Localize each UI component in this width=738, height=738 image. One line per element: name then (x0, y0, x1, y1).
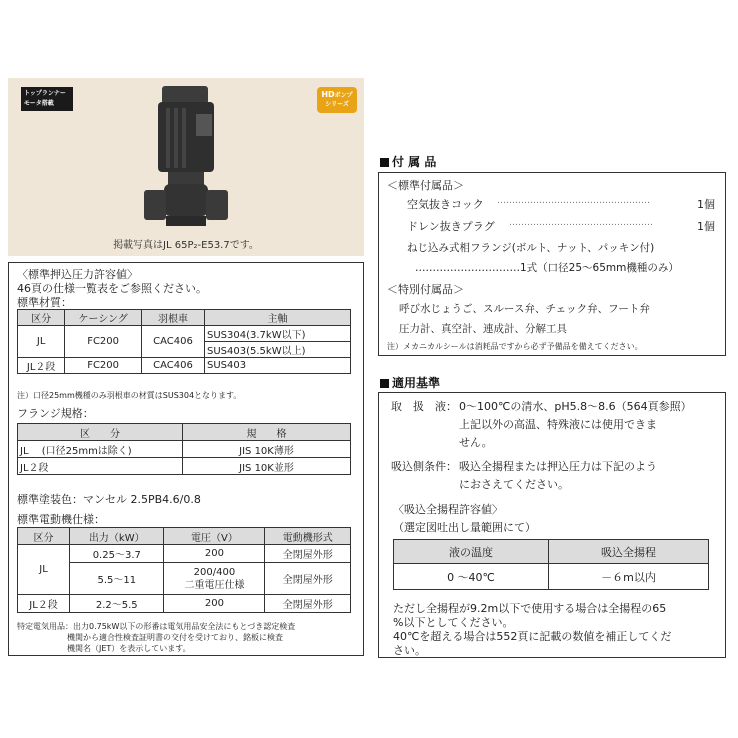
criteria-box (378, 392, 726, 658)
hd-pump-series-badge (317, 87, 357, 113)
suction-text: におさえてください。 (459, 478, 569, 491)
criteria-note: さい。 (393, 644, 426, 657)
accessory-item: 空気抜きコック (407, 198, 484, 211)
handling-text: せん。 (459, 436, 493, 449)
motor-table (17, 527, 351, 613)
table-cell: JL (口径25mmは除く) (18, 441, 183, 458)
criteria-note: %以下としてください。 (393, 616, 514, 629)
motor-header: 区分 (18, 528, 70, 545)
table-cell: JL (18, 545, 70, 595)
table-cell: 200 (164, 545, 265, 563)
leader-dots: ………………………………………… (509, 218, 653, 228)
handling-label: 取 扱 液： (391, 400, 457, 413)
material-note: 注）口径25mm機種のみ羽根車の材質はSUS304となります。 (17, 391, 242, 400)
suction-header: 吸込全揚程 (549, 540, 709, 564)
badge-text: モータ搭載 (24, 100, 54, 107)
material-header: 区分 (18, 310, 65, 326)
table-cell: JIS 10K薄形 (183, 441, 351, 458)
photo-caption: 掲載写真はJL 65P₂-E53.7です。 (113, 240, 259, 251)
product-photo-panel (8, 78, 364, 256)
motor-label: 標準電動機仕様： (17, 513, 105, 526)
material-table (17, 309, 351, 374)
accessories-box (378, 172, 726, 356)
suction-text: 吸込全揚程または押込圧力は下記のよう (459, 460, 657, 473)
table-cell: CAC406 (141, 358, 204, 374)
table-cell: 全閉屋外形 (265, 595, 351, 613)
voltage-line: 二重電圧仕様 (184, 579, 245, 591)
pressure-heading: 〈標準押込圧力許容値〉 (17, 268, 138, 281)
suction-header: 液の温度 (394, 540, 549, 564)
table-cell: 2.2～5.5 (70, 595, 164, 613)
spec-note: 機関名（JET）を表示しています。 (67, 644, 191, 653)
table-cell: CAC406 (141, 326, 204, 358)
spec-note: 機関から適合性検査証明書の交付を受けており、銘板に検査 (67, 633, 283, 642)
badge-text: ポンプ (334, 92, 353, 99)
flange-header: 規 格 (183, 424, 351, 441)
material-label: 標準材質： (17, 296, 72, 309)
handling-text: 上記以外の高温、特殊液には使用できま (459, 418, 657, 431)
leader-dots: …………………………………………… (497, 196, 650, 206)
special-item: 圧力計、真空計、連成計、分解工具 (399, 323, 567, 335)
spec-note: 特定電気用品：出力0.75kW以下の形番は電気用品安全法にもとづき認定検査 (17, 622, 296, 631)
table-cell: SUS304(3.7kW以下) (205, 326, 351, 342)
accessories-title: 付 属 品 (380, 153, 436, 170)
pressure-note: 46頁の仕様一覧表をご参照ください。 (17, 282, 207, 295)
accessory-item: ねじ込み式相フランジ(ボルト、ナット、パッキン付) (407, 242, 655, 254)
table-cell: 0.25～3.7 (70, 545, 164, 563)
accessory-qty: 1個 (697, 198, 715, 211)
standard-heading: ＜標準付属品＞ (387, 179, 464, 192)
table-cell (164, 563, 265, 595)
table-cell: 0 ～40℃ (394, 564, 549, 590)
material-header: 主軸 (205, 310, 351, 326)
table-cell: FC200 (65, 358, 142, 374)
top-runner-badge (21, 87, 73, 111)
table-cell: 5.5～11 (70, 563, 164, 595)
criteria-note: 40℃を超える場合は552頁に記載の数値を補正してくだ (393, 630, 672, 643)
suction-label: 吸込側条件： (391, 460, 457, 473)
table-cell: SUS403 (205, 358, 351, 374)
table-cell: JL２段 (18, 595, 70, 613)
table-cell: －６m以内 (549, 564, 709, 590)
badge-text: シリーズ (325, 101, 349, 108)
accessories-note: 注）メカニカルシールは消耗品ですから必ず予備品を備えてください。 (387, 342, 643, 351)
handling-text: 0～100℃の清水、pH5.8～8.6（564頁参照） (459, 400, 692, 413)
material-header: 羽根車 (141, 310, 204, 326)
table-cell: 全閉屋外形 (265, 563, 351, 595)
badge-text: HD (321, 90, 335, 99)
accessory-item: ドレン抜きプラグ (407, 220, 495, 233)
motor-header: 出力（kW） (70, 528, 164, 545)
flange-table (17, 423, 351, 475)
table-cell: JL２段 (18, 458, 183, 475)
suction-heading: 〈吸込全揚程許容値〉 (393, 503, 503, 516)
table-cell: 全閉屋外形 (265, 545, 351, 563)
special-item: 呼び水じょうご、スルース弁、チェック弁、フート弁 (399, 303, 650, 315)
pump-image (138, 84, 238, 234)
spec-box (8, 262, 364, 656)
table-cell: FC200 (65, 326, 142, 358)
suction-sub: （選定図吐出し量範囲にて） (393, 521, 536, 534)
paint-color: 標準塗装色：マンセル 2.5PB4.6/0.8 (17, 493, 201, 506)
table-cell: SUS403(5.5kW以上) (205, 342, 351, 358)
suction-table (393, 539, 709, 590)
criteria-note: ただし全揚程が9.2m以下で使用する場合は全揚程の65 (393, 602, 667, 615)
material-header: ケーシング (65, 310, 142, 326)
special-heading: ＜特別付属品＞ (387, 283, 464, 296)
motor-header: 電圧（V） (164, 528, 265, 545)
table-cell: JL２段 (18, 358, 65, 374)
table-cell: JIS 10K並形 (183, 458, 351, 475)
accessory-item-cont: …………………………1式（口径25～65mm機種のみ） (415, 262, 679, 274)
accessory-qty: 1個 (697, 220, 715, 233)
table-cell: 200 (164, 595, 265, 613)
badge-text: トップランナー (24, 90, 66, 97)
voltage-line: 200/400 (193, 566, 236, 578)
motor-header: 電動機形式 (265, 528, 351, 545)
criteria-title: 適用基準 (380, 374, 440, 391)
flange-header: 区 分 (18, 424, 183, 441)
flange-label: フランジ規格： (17, 407, 94, 420)
table-cell: JL (18, 326, 65, 358)
